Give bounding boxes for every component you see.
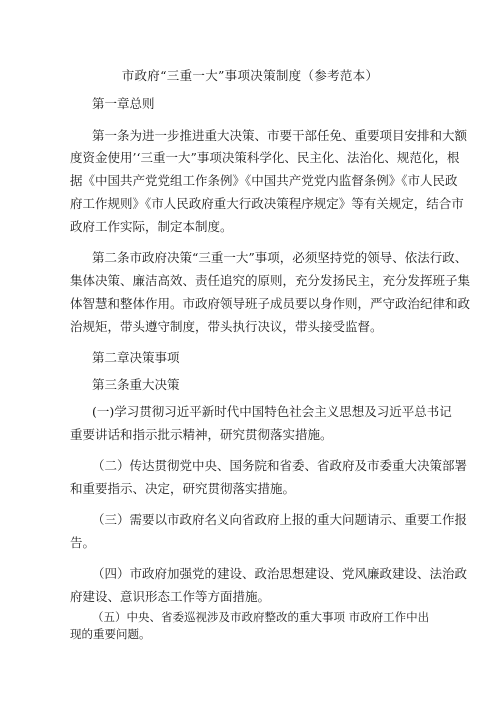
article-1-line-5: 政府工作实际，制定本制度。 (70, 219, 233, 234)
article-2-line-3: 体智慧和整体作用。市政府领导班子成员要以身作则，严守政治纪律和政 (70, 296, 471, 311)
article-3-heading: 第三条重大决策 (92, 377, 180, 392)
document-title: 市政府“三重一大”事项决策制度（参考范本） (121, 68, 379, 83)
chapter-heading-1: 第一章总则 (92, 96, 155, 111)
item-2-line-1: （二）传达贯彻党中央、国务院和省委、省政府及市委重大决策部署 (92, 458, 468, 473)
article-2-line-2: 集体决策、廉洁高效、责任追究的原则，充分发扬民主，充分发挥班子集 (70, 273, 471, 288)
item-4-line-1: （四）市政府加强党的建设、政治思想建设、党风廉政建设、法治政 (92, 566, 468, 581)
article-2-line-1: 第二条市政府决策“三重一大”事项，必须坚持党的领导、依法行政、 (92, 250, 468, 265)
article-2-line-4: 治规矩，带头遵守制度，带头执行决议，带头接受监督。 (70, 319, 383, 334)
article-1-line-3: 据《中国共产党党组工作条例》《中国共产党党内监督条例》《市人民政 (70, 173, 458, 188)
item-1-line-2: 重要讲话和指示批示精神，研究贯彻落实措施。 (70, 427, 333, 442)
article-1-line-2: 度资金使用’‘三重一大”事项决策科学化、民主化、法治化、规范化，根 (70, 150, 460, 165)
article-1-line-4: 府工作规则》《市人民政府重大行政决策程序规定》等有关规定，结合市 (70, 196, 464, 211)
item-2-line-2: 和重要指示、决定，研究贯彻落实措施。 (70, 481, 296, 496)
item-5-line-2: 现的重要问题。 (70, 627, 151, 641)
item-4-line-2: 府建设、意识形态工作等方面措施。 (70, 589, 271, 604)
chapter-heading-2: 第二章决策事项 (92, 350, 180, 365)
article-1-line-1: 第一条为进一步推进重大决策、市要干部任免、重要项目安排和大额 (92, 128, 468, 143)
item-3-line-2: 告。 (70, 535, 96, 550)
item-1-line-1: (一)学习贯彻习近平新时代中国特色社会主义思想及习近平总书记 (92, 404, 452, 419)
item-5-line-1: （五）中央、省委巡视涉及市政府整改的重大事项 市政府工作中出 (92, 610, 430, 624)
item-3-line-1: （三）需要以市政府名义向省政府上报的重大问题请示、重要工作报 (92, 512, 468, 527)
